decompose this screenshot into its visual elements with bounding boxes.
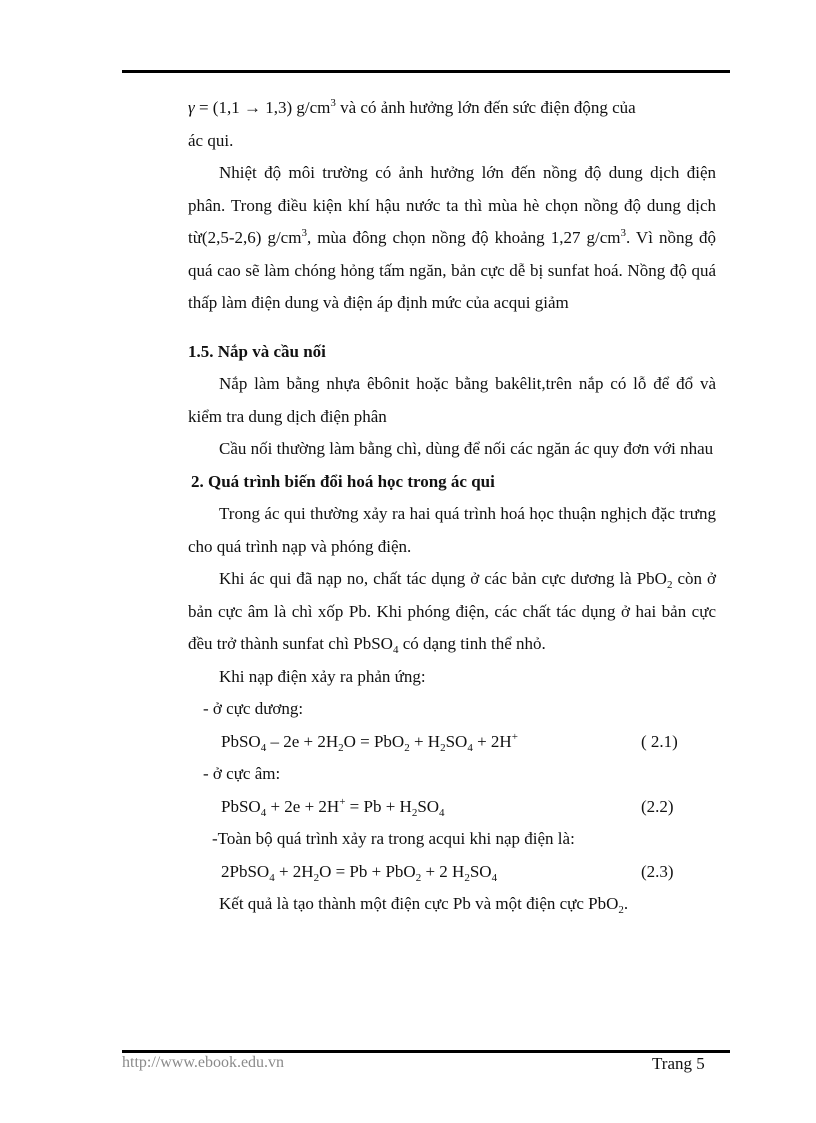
overall-process-label: -Toàn bộ quá trình xảy ra trong acqui khi nạp điện là: (212, 829, 575, 848)
positive-electrode-label: - ở cực dương: (203, 699, 304, 718)
section-heading-2: 2. Quá trình biến đổi hoá học trong ác qui (191, 471, 495, 491)
lid-paragraph: Nắp làm bằng nhựa êbônit hoặc bằng bakêlit,trên nắp có lỗ để đổ và kiểm tra dung dịch điện phân (188, 374, 716, 426)
equation-number: (2.3) (641, 861, 674, 881)
density-line-cont: ác qui. (188, 130, 234, 150)
result-paragraph: Kết quả là tạo thành một điện cực Pb và một điện cực PbO$_2$. (219, 894, 629, 916)
reversible-paragraph: Trong ác qui thường xảy ra hai quá trình hoá học thuận nghịch đặc trưng cho quá trình nạp và phóng điện. (188, 504, 716, 556)
gamma-symbol: γ (188, 98, 195, 117)
footer-url: http://www.ebook.edu.vn (122, 1054, 285, 1071)
footer-rule (122, 1050, 730, 1053)
density-line: γ = (1,1 → 1,3) $g/cm^3$ và có ảnh hưởng lớn đến sức điện động của (188, 97, 636, 117)
equation-number: (2.2) (641, 796, 674, 816)
page-number: Trang 5 (652, 1054, 705, 1073)
temperature-paragraph: Nhiệt độ môi trường có ảnh hưởng lớn đến nồng độ dung dịch điện phân. Trong điều kiện khí hậu nước ta thì mùa hè chọn nồng độ dung dịch từ(2,5-2,6) $g/cm^3$, mùa đông chọn nồng độ khoảng 1,27 $g/cm^3$. Vì nồng độ quá cao sẽ làm chóng hỏng tấm ngăn, bản cực dễ bị sunfat hoá. Nồng độ quá thấp làm điện dung và điện áp định mức của acqui giảm (188, 163, 716, 312)
bridge-paragraph: Cầu nối thường làm bằng chì, dùng để nối các ngăn ác quy đơn với nhau (219, 439, 714, 458)
equation-2-1: PbSO$_4$ – $2e + 2H_2O = PbO_2 + H_2SO_4 + 2H^+$ ( 2.1) (221, 726, 716, 759)
charging-intro: Khi nạp điện xảy ra phản ứng: (219, 666, 426, 686)
page-body (188, 92, 716, 921)
charged-state-paragraph: Khi ác qui đã nạp no, chất tác dụng ở các bản cực dương là PbO$_2$ còn ở bản cực âm là chì xốp Pb. Khi phóng điện, các chất tác dụng ở hai bản cực đều trở thành sunfat chì PbSO$_4$ có dạng tinh thể nhỏ. (188, 569, 716, 656)
negative-electrode-label: - ở cực âm: (203, 764, 281, 783)
equation-2-2: PbSO$_4$ + $2e + 2H^+ = Pb + H_2SO_4$ (2.2) (221, 791, 716, 824)
section-heading-1-5: 1.5. Nắp và cầu nối (188, 341, 326, 361)
header-rule (122, 70, 730, 73)
equation-2-3: 2PbSO$_4$ + $2H_2O = Pb + PbO_2 + 2$ $H_2SO_4$ (2.3) (221, 856, 716, 889)
equation-number: ( 2.1) (641, 731, 678, 751)
